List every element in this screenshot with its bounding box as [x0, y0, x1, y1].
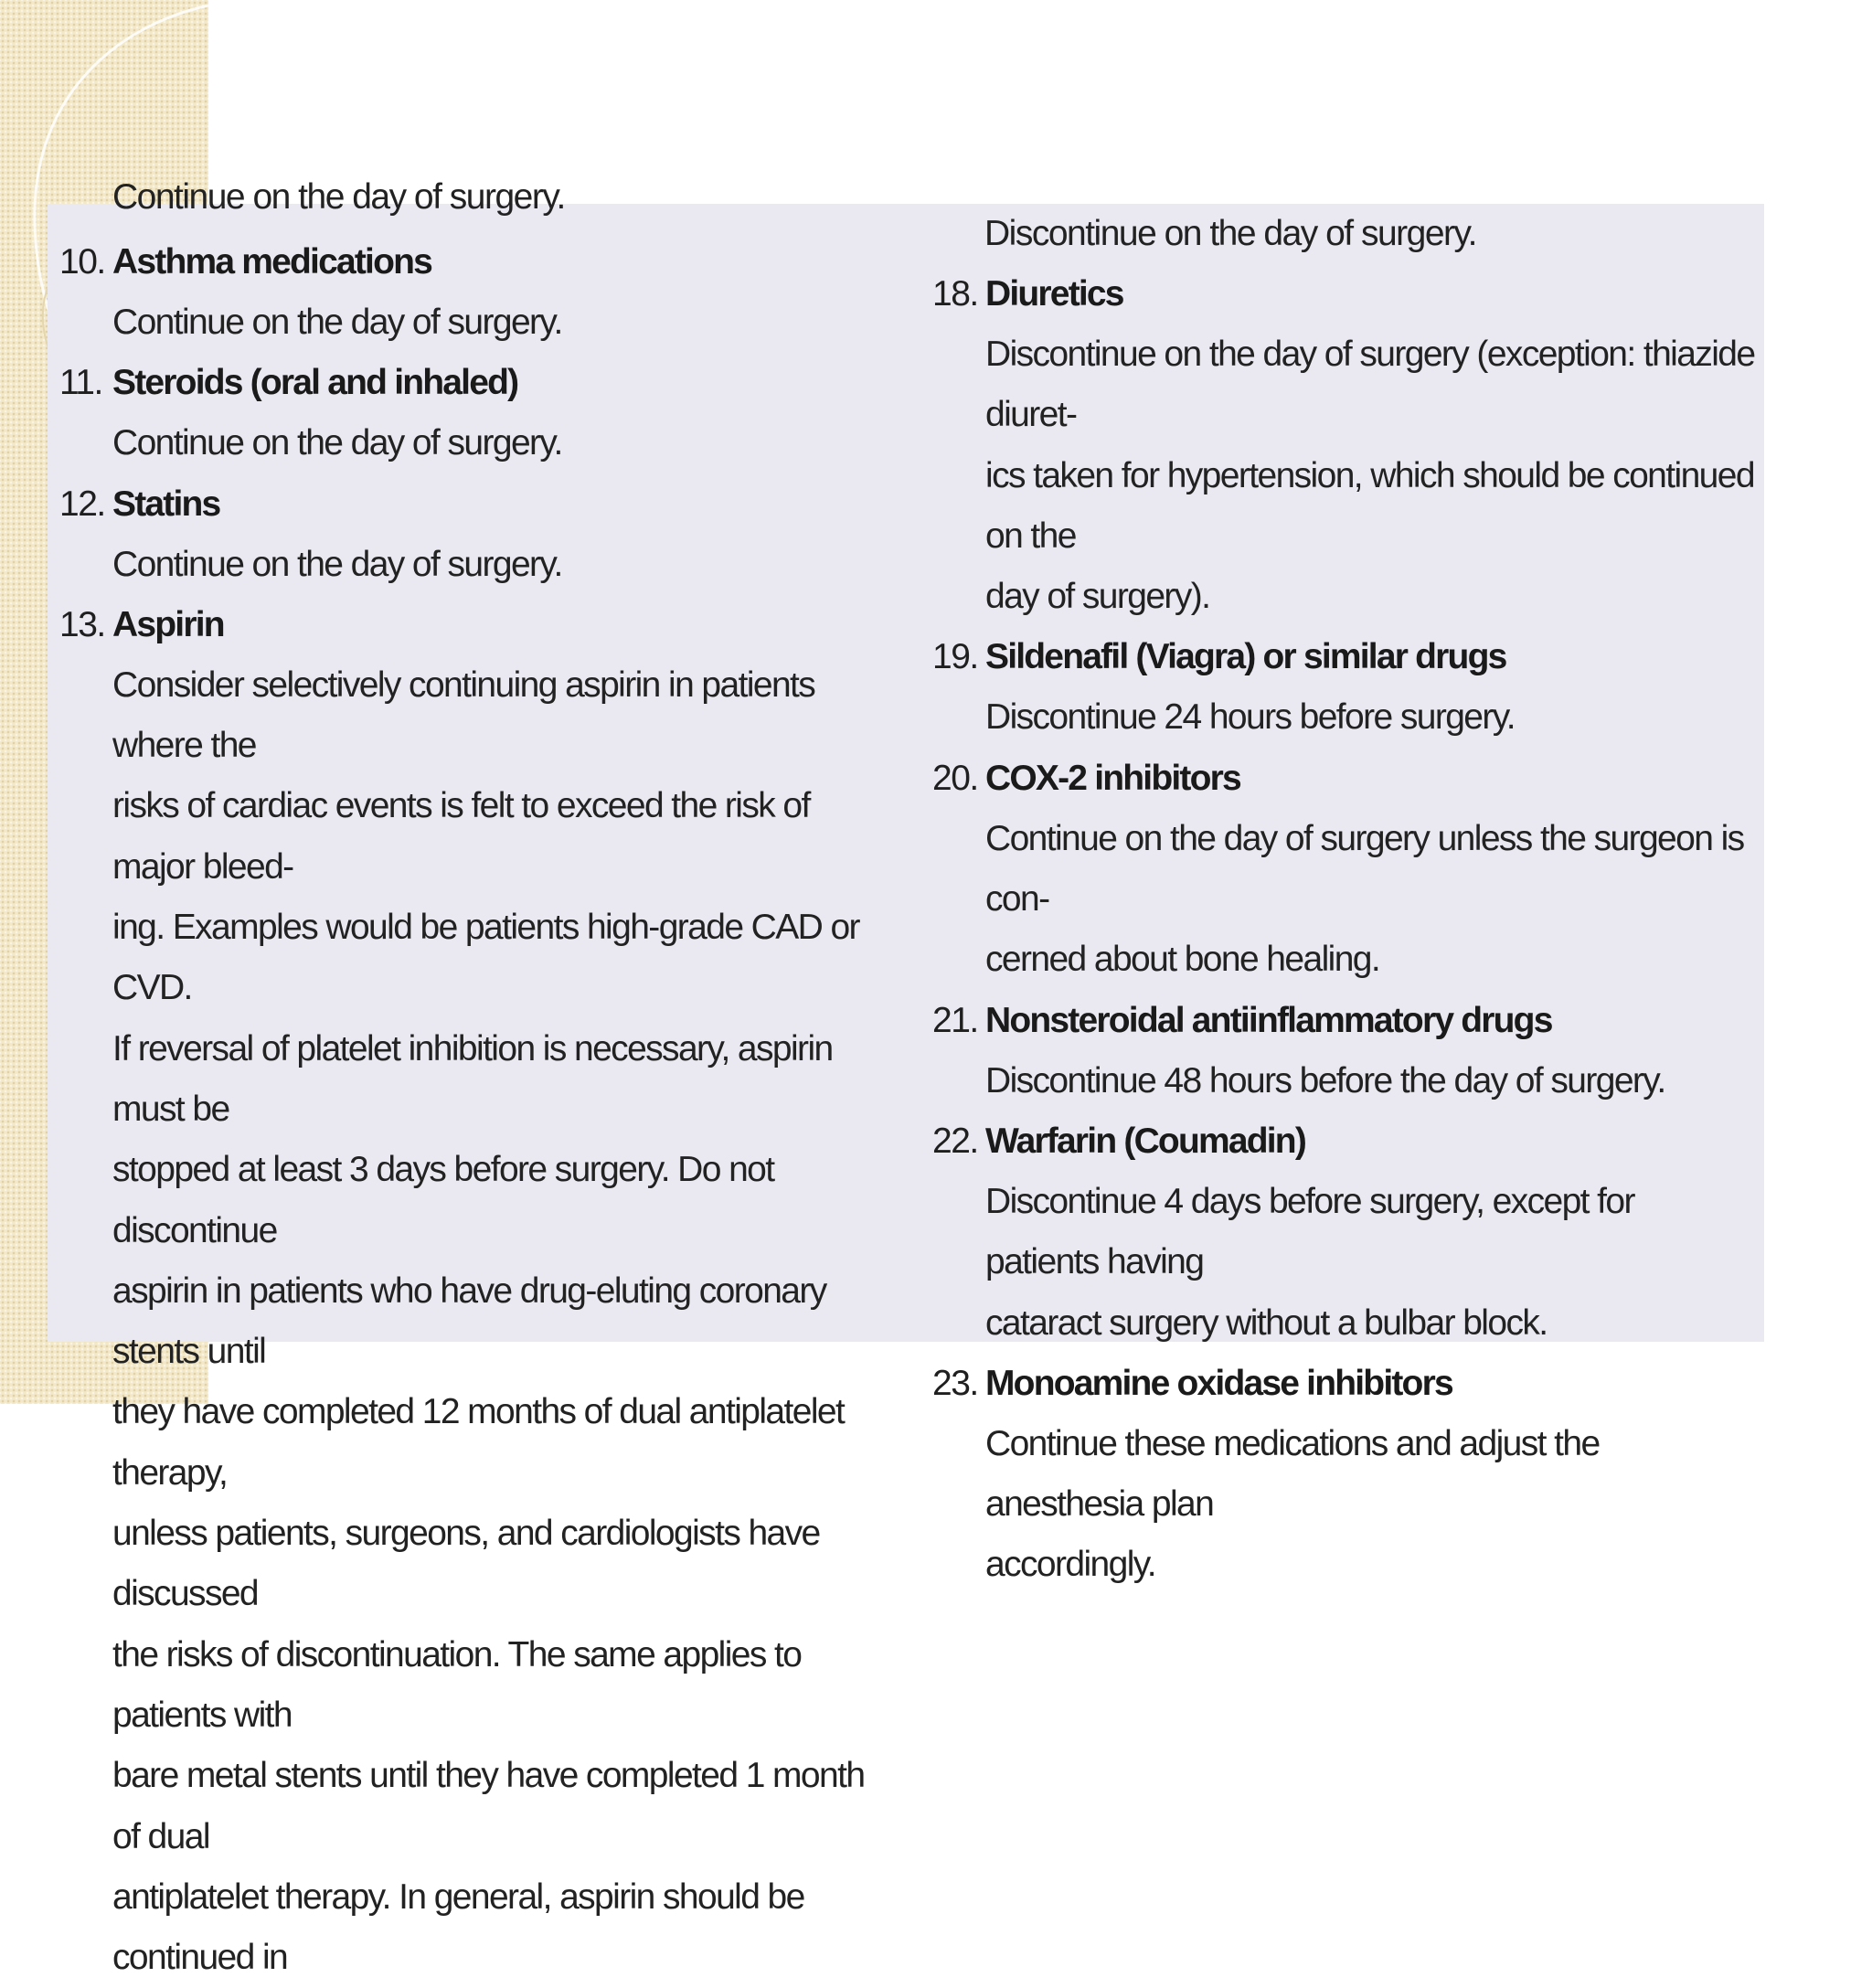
left-medication-list: [59, 232, 882, 1988]
instruction-line: the risks of discontinuation. The same applies to patients with: [112, 1634, 802, 1735]
instruction-line: antiplatelet therapy. In general, aspirin should be continued in: [112, 1876, 804, 1978]
medication-name: Sildenafil (Viagra) or similar drugs: [985, 637, 1506, 677]
instruction-line: Discontinue 24 hours before surgery.: [985, 697, 1516, 738]
instruction-line: If reversal of platelet inhibition is necessary, aspirin must be: [112, 1028, 833, 1129]
item-number: 13.: [59, 604, 105, 644]
instruction-line: ics taken for hypertension, which should be continued on the: [985, 455, 1754, 556]
medication-heading-row: [932, 749, 1755, 809]
medication-heading-row: [932, 1354, 1755, 1414]
instruction-line: ing. Examples would be patients high-grade CAD or CVD.: [112, 908, 859, 1008]
instruction-line: cerned about bone healing.: [985, 940, 1380, 980]
item-number: 23.: [932, 1363, 978, 1403]
instruction-line: aspirin in patients who have drug-eluting coronary stents until: [112, 1270, 826, 1372]
medication-name: Monoamine oxidase inhibitors: [985, 1363, 1452, 1403]
medication-heading-row: [59, 474, 882, 535]
medication-name: Statins: [112, 484, 220, 524]
medication-heading-row: [932, 627, 1755, 687]
medication-name: Diuretics: [985, 274, 1123, 314]
instruction-line: Continue these medications and adjust the anesthesia plan: [985, 1423, 1600, 1525]
item-number: 21.: [932, 1000, 978, 1040]
medication-name: Steroids (oral and inhaled): [112, 363, 518, 403]
instruction-line: Discontinue 4 days before surgery, except for patients having: [985, 1181, 1634, 1282]
instruction-line: day of surgery).: [985, 577, 1210, 617]
item-number: 19.: [932, 637, 978, 677]
instruction-line: Continue on the day of surgery unless the surgeon is con-: [985, 818, 1744, 920]
clipped-line-left: Continue on the day of surgery.: [112, 177, 565, 217]
right-medication-list: [932, 264, 1755, 1596]
instruction-line: unless patients, surgeons, and cardiologists have discussed: [112, 1514, 820, 1614]
medication-heading-row: [59, 232, 882, 292]
item-number: 11.: [59, 363, 102, 403]
medication-name: Nonsteroidal antiinflammatory drugs: [985, 1000, 1552, 1040]
medication-heading-row: [932, 1111, 1755, 1172]
item-number: 22.: [932, 1121, 978, 1161]
instruction-line: cataract surgery without a bulbar block.: [985, 1302, 1548, 1343]
instruction-line: Discontinue 48 hours before the day of surgery.: [985, 1060, 1665, 1100]
instruction-line: Continue on the day of surgery.: [112, 544, 562, 584]
instruction-line: bare metal stents until they have completed 1 month of dual: [112, 1756, 865, 1856]
medication-name: Asthma medications: [112, 242, 432, 282]
instruction-line: Discontinue on the day of surgery (exception: thiazide diuret-: [985, 335, 1755, 435]
instruction-line: risks of cardiac events is felt to exceed the risk of major bleed-: [112, 786, 810, 887]
medication-heading-row: [59, 353, 882, 413]
instruction-line: they have completed 12 months of dual antiplatelet therapy,: [112, 1392, 845, 1493]
medication-heading-row: [59, 595, 882, 655]
instruction-line: stopped at least 3 days before surgery. Do not discontinue: [112, 1150, 774, 1250]
medication-name: COX-2 inhibitors: [985, 758, 1240, 798]
medication-name: Warfarin (Coumadin): [985, 1121, 1306, 1161]
scanned-text-panel: [48, 177, 1764, 1978]
medication-heading-row: [932, 991, 1755, 1051]
item-number: 20.: [932, 758, 978, 798]
medication-name: Aspirin: [112, 604, 224, 644]
instruction-line: Consider selectively continuing aspirin in patients where the: [112, 664, 815, 766]
instruction-line: Continue on the day of surgery.: [112, 303, 562, 342]
instruction-line: accordingly.: [985, 1545, 1156, 1585]
item-number: 10.: [59, 242, 105, 282]
instruction-line: Continue on the day of surgery.: [112, 423, 562, 463]
item-number: 18.: [932, 274, 978, 314]
medication-heading-row: [932, 264, 1755, 324]
item-number: 12.: [59, 484, 105, 524]
clipped-line-right: Discontinue on the day of surgery.: [984, 214, 1476, 253]
